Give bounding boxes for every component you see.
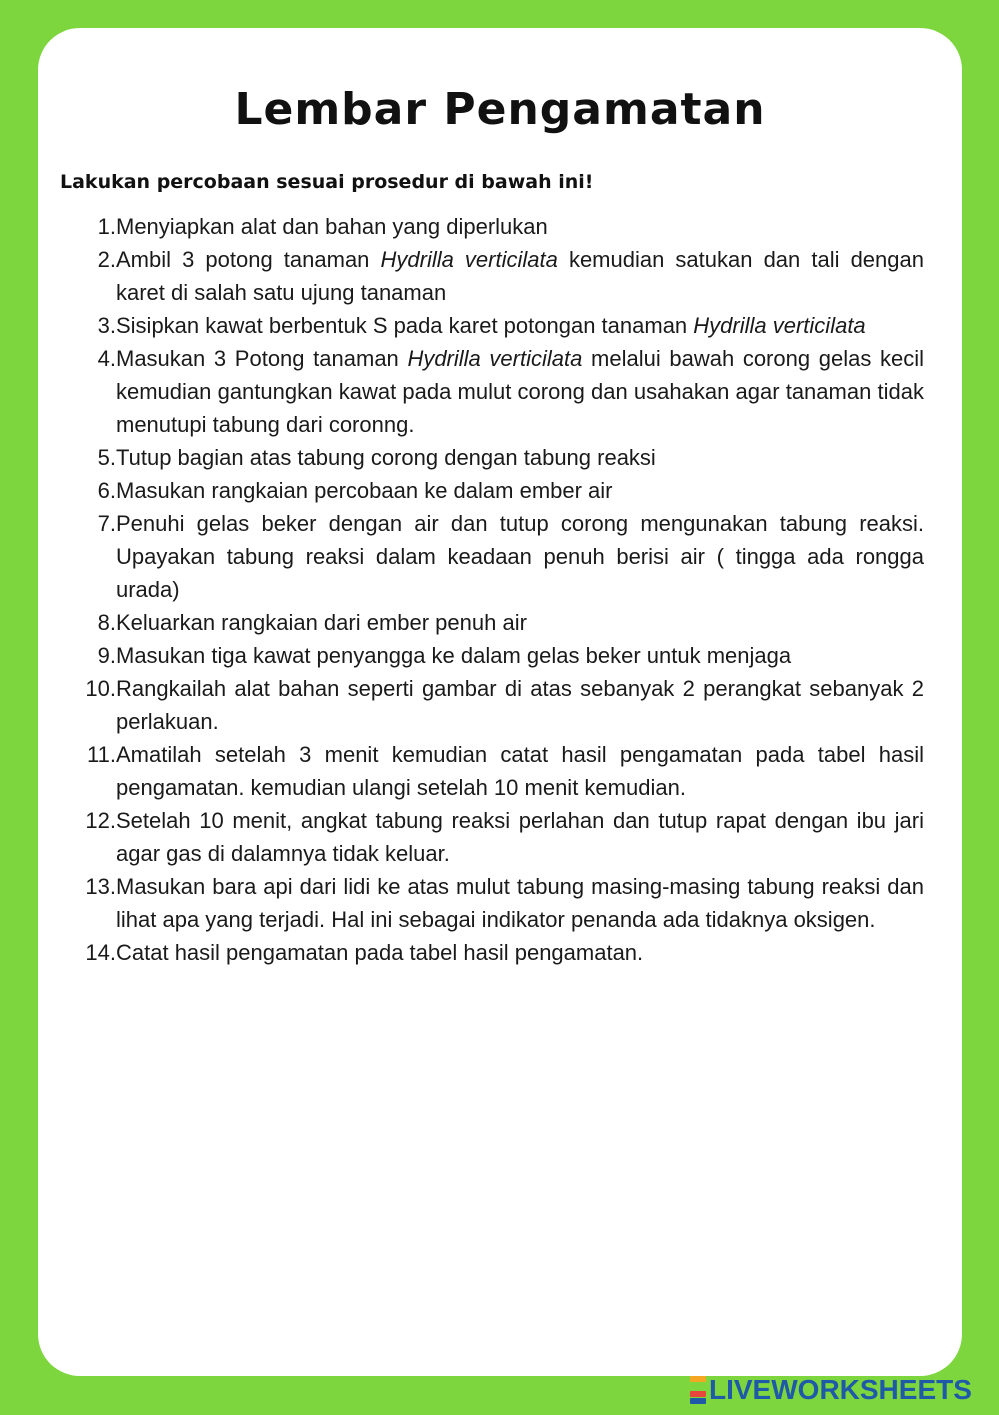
species-name: Hydrilla verticilata [407, 346, 583, 371]
procedure-step [72, 441, 924, 474]
procedure-step [72, 738, 924, 804]
step-number: 14. [85, 940, 116, 965]
step-text-part: Masukan bara api dari lidi ke atas mulut tabung masing-masing tabung reaksi dan lihat apa yang terjadi. Hal ini sebagai indikator penanda ada tidaknya oksigen. [116, 874, 924, 932]
procedure-step [72, 936, 924, 969]
logo-color-bar [690, 1391, 706, 1397]
page-title: Lembar Pengamatan [234, 84, 766, 135]
procedure-step [72, 507, 924, 606]
step-number: 7. [97, 511, 116, 536]
step-text-part: Catat hasil pengamatan pada tabel hasil pengamatan. [116, 940, 644, 965]
logo-text: LIVEWORKSHEETS [709, 1374, 972, 1405]
step-text-part: Amatilah setelah 3 menit kemudian catat hasil pengamatan pada tabel hasil pengamatan. kemudian ulangi setelah 10 menit kemudian. [116, 742, 924, 800]
instruction-text: Lakukan percobaan sesuai prosedur di bawah ini! [60, 171, 594, 193]
step-number: 3. [97, 313, 116, 338]
logo-color-bar [690, 1383, 706, 1389]
step-text [116, 639, 924, 672]
step-text [116, 309, 924, 342]
step-text [116, 936, 924, 969]
liveworksheets-logo-icon [690, 1376, 706, 1404]
liveworksheets-logo [690, 1374, 972, 1406]
species-name: Hydrilla verticilata [380, 247, 558, 272]
step-text-part: Keluarkan rangkaian dari ember penuh air [116, 610, 527, 635]
species-name: Hydrilla verticilata [693, 313, 866, 338]
step-text [116, 870, 924, 936]
step-text [116, 210, 924, 243]
step-text [116, 474, 924, 507]
step-text [116, 243, 924, 309]
step-text [116, 606, 924, 639]
step-text-part: Tutup bagian atas tabung corong dengan tabung reaksi [116, 445, 656, 470]
step-number: 1. [97, 214, 116, 239]
procedure-step [72, 870, 924, 936]
step-number: 11. [87, 742, 116, 767]
step-text [116, 738, 924, 804]
step-text-part: Menyiapkan alat dan bahan yang diperlukan [116, 214, 548, 239]
step-number: 5. [97, 445, 116, 470]
procedure-step [72, 606, 924, 639]
procedure-step [72, 639, 924, 672]
step-text-part: kemudian satukan dan tali dengan karet di salah satu ujung tanaman [116, 247, 924, 305]
step-text-part: Penuhi gelas beker dengan air dan tutup corong mengunakan tabung reaksi. Upayakan tabung reaksi dalam keadaan penuh berisi air ( tingga ada rongga urada) [116, 511, 924, 602]
step-number: 12. [85, 808, 116, 833]
step-text-part: Sisipkan kawat berbentuk S pada karet potongan tanaman [116, 313, 694, 338]
step-number: 10. [85, 676, 116, 701]
step-text-part: Setelah 10 menit, angkat tabung reaksi perlahan dan tutup rapat dengan ibu jari agar gas di dalamnya tidak keluar. [116, 808, 924, 866]
procedure-step [72, 342, 924, 441]
step-text-part: Masukan tiga kawat penyangga ke dalam gelas beker untuk menjaga [116, 643, 792, 668]
step-text [116, 804, 924, 870]
procedure-step [72, 474, 924, 507]
procedure-step [72, 243, 924, 309]
logo-color-bar [690, 1398, 706, 1404]
step-number: 6. [97, 478, 116, 503]
step-text-part: Ambil 3 potong tanaman [116, 247, 381, 272]
step-text-part: Masukan rangkaian percobaan ke dalam ember air [116, 478, 613, 503]
procedure-step [72, 210, 924, 243]
step-number: 9. [97, 643, 116, 668]
step-text [116, 507, 924, 606]
step-text [116, 672, 924, 738]
step-text [116, 342, 924, 441]
step-number: 4. [97, 346, 116, 371]
procedure-step [72, 309, 924, 342]
step-number: 13. [85, 874, 116, 899]
step-text [116, 441, 924, 474]
procedure-step [72, 672, 924, 738]
step-text-part: Rangkailah alat bahan seperti gambar di atas sebanyak 2 perangkat sebanyak 2 perlakuan. [116, 676, 924, 734]
worksheet-card [38, 28, 962, 1376]
step-text-part: Masukan 3 Potong tanaman [116, 346, 408, 371]
step-number: 2. [97, 247, 116, 272]
step-number: 8. [97, 610, 116, 635]
procedure-list [72, 210, 924, 969]
step-text-part: melalui bawah corong gelas kecil kemudian gantungkan kawat pada mulut corong dan usahakan agar tanaman tidak menutupi tabung dari coronng. [116, 346, 924, 437]
logo-color-bar [690, 1376, 706, 1382]
procedure-step [72, 804, 924, 870]
